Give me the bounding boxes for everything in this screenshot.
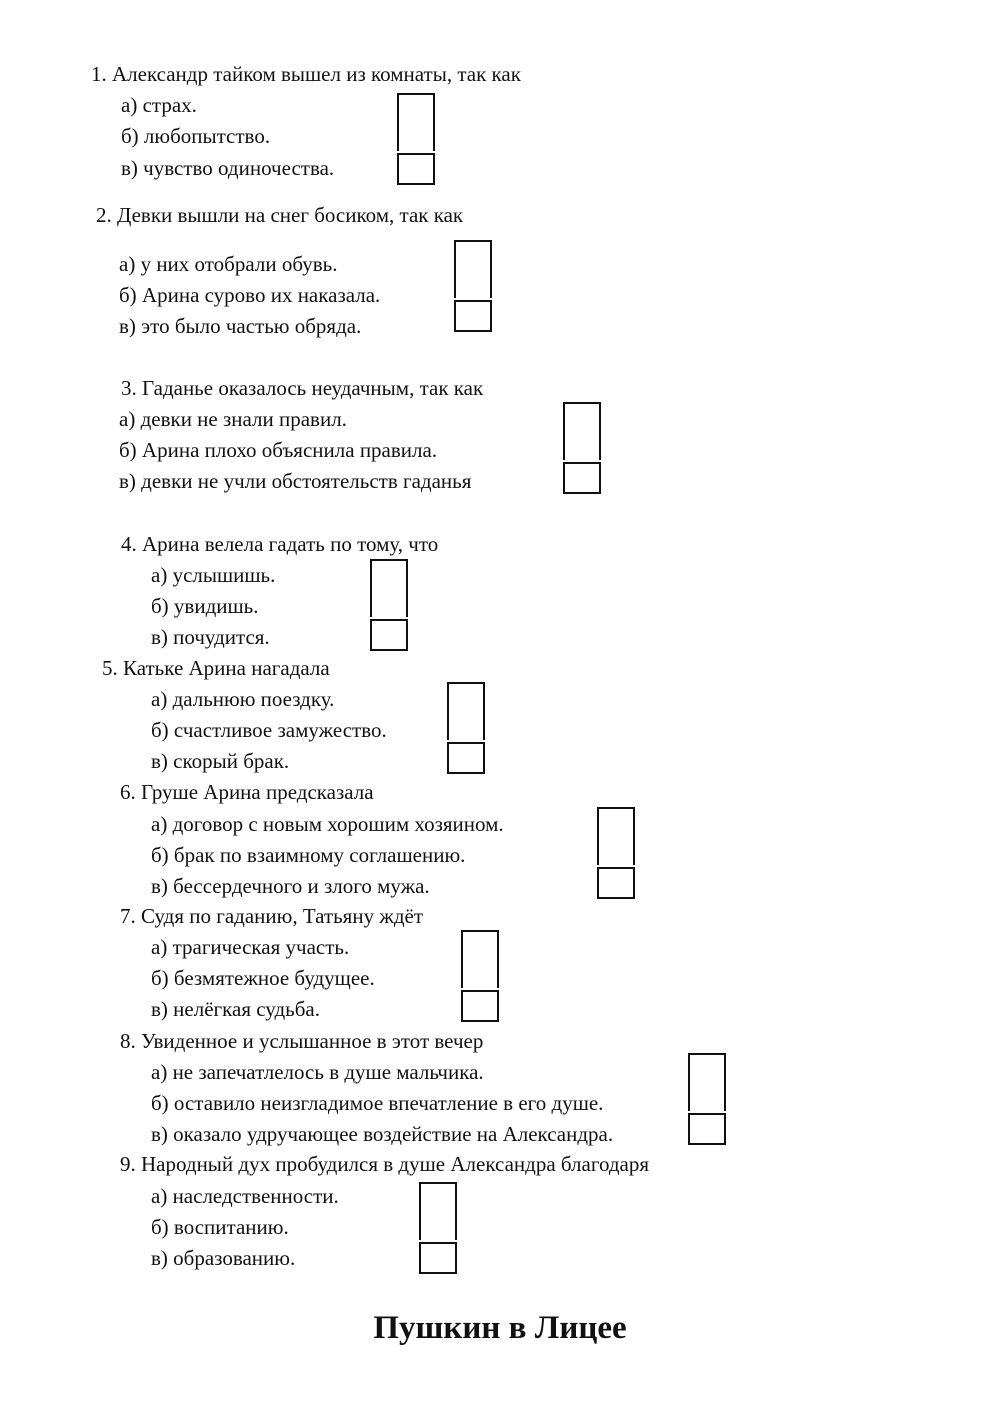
- q2-option-b-text: б) Арина сурово их наказала.: [119, 283, 381, 307]
- q8-option-b-text: б) оставило неизгладимое впечатление в его душе.: [151, 1091, 604, 1115]
- q4-answer-box-a[interactable]: [370, 559, 408, 591]
- q4-answer-box-b[interactable]: [370, 589, 408, 617]
- q6-answer-box-b[interactable]: [597, 837, 635, 865]
- q2-answer-box-a[interactable]: [454, 240, 492, 272]
- q2-option-c-text: в) это было частью обряда.: [119, 314, 362, 338]
- question-5-text: 5. Катьке Арина нагадала: [102, 656, 330, 680]
- section-title: Пушкин в Лицее: [373, 1310, 627, 1346]
- q6-option-b-text: б) брак по взаимному соглашению.: [151, 843, 466, 867]
- question-6-text: 6. Груше Арина предсказала: [120, 780, 374, 804]
- q1-answer-box-a[interactable]: [397, 93, 435, 125]
- q4-option-c-text: в) почудится.: [151, 625, 270, 649]
- q8-answer-box-c[interactable]: [688, 1113, 726, 1145]
- q1-option-a-text: а) страх.: [121, 93, 197, 117]
- q5-option-b-text: б) счастливое замужество.: [151, 718, 387, 742]
- q2-answer-box-c[interactable]: [454, 300, 492, 332]
- q7-option-b-text: б) безмятежное будущее.: [151, 966, 375, 990]
- q3-option-b-text: б) Арина плохо объяснила правила.: [119, 438, 438, 462]
- q3-answer-box-b[interactable]: [563, 432, 601, 460]
- q4-option-a-text: а) услышишь.: [151, 563, 276, 587]
- question-4-text: 4. Арина велела гадать по тому, что: [121, 532, 439, 556]
- q8-option-a-text: а) не запечатлелось в душе мальчика.: [151, 1060, 484, 1084]
- q7-answer-box-b[interactable]: [461, 960, 499, 988]
- q7-option-c-text: в) нелёгкая судьба.: [151, 997, 320, 1021]
- q5-answer-box-a[interactable]: [447, 682, 485, 714]
- question-8-text: 8. Увиденное и услышанное в этот вечер: [120, 1029, 484, 1053]
- question-3-text: 3. Гаданье оказалось неудачным, так как: [121, 376, 484, 400]
- q6-answer-box-a[interactable]: [597, 807, 635, 839]
- q8-answer-box-a[interactable]: [688, 1053, 726, 1085]
- q7-option-a-text: а) трагическая участь.: [151, 935, 350, 959]
- q6-option-c-text: в) бессердечного и злого мужа.: [151, 874, 430, 898]
- q1-answer-box-c[interactable]: [397, 153, 435, 185]
- q8-answer-box-b[interactable]: [688, 1083, 726, 1111]
- q2-option-a-text: а) у них отобрали обувь.: [119, 252, 338, 276]
- q9-answer-box-c[interactable]: [419, 1242, 457, 1274]
- q4-answer-box-c[interactable]: [370, 619, 408, 651]
- q9-answer-box-a[interactable]: [419, 1182, 457, 1214]
- q5-option-c-text: в) скорый брак.: [151, 749, 290, 773]
- q7-answer-box-a[interactable]: [461, 930, 499, 962]
- q3-option-a-text: а) девки не знали правил.: [119, 407, 347, 431]
- q3-answer-box-c[interactable]: [563, 462, 601, 494]
- q5-option-a-text: а) дальнюю поездку.: [151, 687, 335, 711]
- q9-answer-box-b[interactable]: [419, 1212, 457, 1240]
- q9-option-c-text: в) образованию.: [151, 1246, 296, 1270]
- q3-answer-box-a[interactable]: [563, 402, 601, 434]
- q1-option-b-text: б) любопытство.: [121, 124, 271, 148]
- q4-option-b-text: б) увидишь.: [151, 594, 259, 618]
- question-2-text: 2. Девки вышли на снег босиком, так как: [96, 203, 464, 227]
- question-7-text: 7. Судя по гаданию, Татьяну ждёт: [120, 904, 424, 928]
- q5-answer-box-b[interactable]: [447, 712, 485, 740]
- q3-option-c-text: в) девки не учли обстоятельств гаданья: [119, 469, 472, 493]
- question-9-text: 9. Народный дух пробудился в душе Александра благодаря: [120, 1152, 650, 1176]
- q8-option-c-text: в) оказало удручающее воздействие на Александра.: [151, 1122, 614, 1146]
- q9-option-b-text: б) воспитанию.: [151, 1215, 289, 1239]
- q1-option-c-text: в) чувство одиночества.: [121, 156, 335, 180]
- q1-answer-box-b[interactable]: [397, 123, 435, 151]
- q7-answer-box-c[interactable]: [461, 990, 499, 1022]
- q2-answer-box-b[interactable]: [454, 270, 492, 298]
- question-1-text: 1. Александр тайком вышел из комнаты, так как: [91, 62, 521, 86]
- q9-option-a-text: а) наследственности.: [151, 1184, 339, 1208]
- q5-answer-box-c[interactable]: [447, 742, 485, 774]
- q6-answer-box-c[interactable]: [597, 867, 635, 899]
- q6-option-a-text: а) договор с новым хорошим хозяином.: [151, 812, 504, 836]
